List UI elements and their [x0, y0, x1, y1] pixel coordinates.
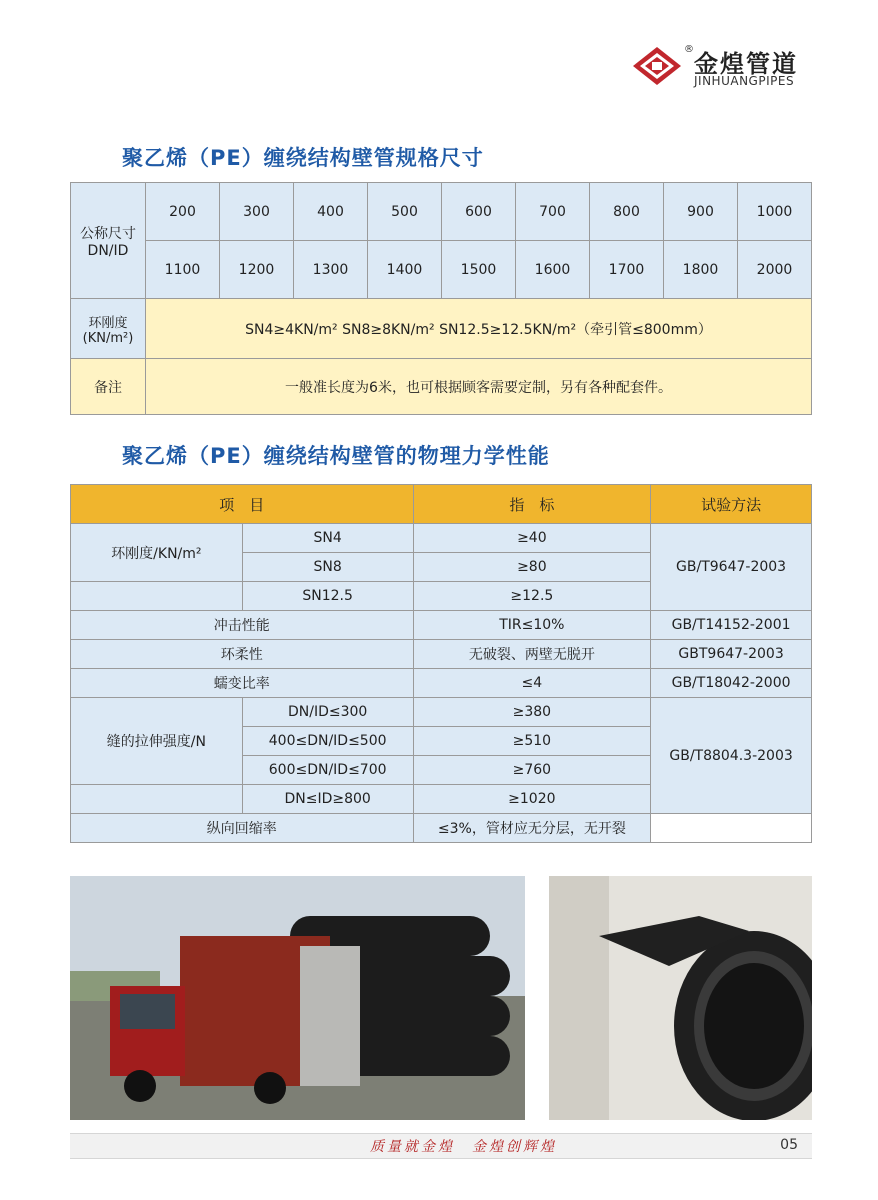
value-cell: ≥380: [413, 698, 651, 727]
size-cell: 200: [146, 183, 220, 241]
spec-table: [70, 182, 812, 415]
value-cell: TIR≤10%: [413, 611, 651, 640]
size-cell: 900: [664, 183, 738, 241]
value-cell: ≥1020: [413, 785, 651, 814]
sub-item: SN12.5: [242, 582, 413, 611]
empty-method-cell: [651, 814, 812, 843]
method-cell: GB/T9647-2003: [651, 524, 812, 611]
jinhuang-diamond-logo-icon: [632, 46, 682, 86]
value-cell: ≤4: [413, 669, 651, 698]
size-cell: 1200: [220, 241, 294, 299]
note-value: 一般准长度为6米，也可根据顾客需要定制，另有各种配套件。: [146, 359, 812, 415]
size-cell: 600: [442, 183, 516, 241]
sub-item: DN/ID≤300: [242, 698, 413, 727]
method-cell: GB/T14152-2001: [651, 611, 812, 640]
size-cell: 1300: [294, 241, 368, 299]
size-cell: 1500: [442, 241, 516, 299]
value-cell: ≥12.5: [413, 582, 651, 611]
empty-cell: [71, 785, 243, 814]
header-index: 指 标: [413, 485, 651, 524]
value-cell: ≥510: [413, 727, 651, 756]
note-label: 备注: [71, 359, 146, 415]
empty-cell: [71, 582, 243, 611]
brand-name-en: JINHUANGPIPES: [694, 74, 795, 88]
size-cell: 300: [220, 183, 294, 241]
physical-section-title: 聚乙烯（PE）缠绕结构壁管的物理力学性能: [122, 444, 550, 468]
size-cell: 1400: [368, 241, 442, 299]
sub-item: SN4: [242, 524, 413, 553]
method-cell: GB/T8804.3-2003: [651, 698, 812, 814]
footer-slogan: 质量就金煌 金煌创辉煌: [370, 1139, 557, 1155]
page-number: 05: [780, 1137, 798, 1153]
size-cell: 1000: [738, 183, 812, 241]
truck-with-pipes-photo: [70, 876, 525, 1120]
ring-stiffness-value: SN4≥4KN/m² SN8≥8KN/m² SN12.5≥12.5KN/m²（牵引管≤800mm）: [146, 299, 812, 359]
value-cell: ≥80: [413, 553, 651, 582]
physical-properties-table: [70, 484, 812, 843]
brand-logo: [632, 44, 822, 94]
size-cell: 1600: [516, 241, 590, 299]
nominal-size-label: 公称尺寸 DN/ID: [71, 183, 146, 299]
value-cell: 无破裂、两壁无脱开: [413, 640, 651, 669]
brand-name-cn: 金煌管道: [694, 50, 798, 78]
method-cell: GBT9647-2003: [651, 640, 812, 669]
spec-section-title: 聚乙烯（PE）缠绕结构壁管规格尺寸: [122, 146, 484, 170]
sub-item: SN8: [242, 553, 413, 582]
header-method: 试验方法: [651, 485, 812, 524]
shrinkage-label: 纵向回缩率: [71, 814, 414, 843]
flexibility-label: 环柔性: [71, 640, 414, 669]
size-cell: 1800: [664, 241, 738, 299]
creep-label: 蠕变比率: [71, 669, 414, 698]
size-cell: 2000: [738, 241, 812, 299]
size-cell: 1100: [146, 241, 220, 299]
ring-stiffness-label: 环刚度 (KN/m²): [71, 299, 146, 359]
size-cell: 1700: [590, 241, 664, 299]
pipe-closeup-photo: [549, 876, 812, 1120]
value-cell: ≥760: [413, 756, 651, 785]
registered-mark: ®: [684, 44, 694, 55]
method-cell: GB/T18042-2000: [651, 669, 812, 698]
value-cell: ≤3%，管材应无分层，无开裂: [413, 814, 651, 843]
header-item: 项 目: [71, 485, 414, 524]
size-cell: 800: [590, 183, 664, 241]
size-cell: 400: [294, 183, 368, 241]
sub-item: 400≤DN/ID≤500: [242, 727, 413, 756]
seam-strength-label: 缝的拉伸强度/N: [71, 698, 243, 785]
impact-label: 冲击性能: [71, 611, 414, 640]
sub-item: DN≤ID≥800: [242, 785, 413, 814]
ring-stiffness-label: 环刚度/KN/m²: [71, 524, 243, 582]
size-cell: 700: [516, 183, 590, 241]
value-cell: ≥40: [413, 524, 651, 553]
footer-bar: [70, 1133, 812, 1159]
sub-item: 600≤DN/ID≤700: [242, 756, 413, 785]
size-cell: 500: [368, 183, 442, 241]
